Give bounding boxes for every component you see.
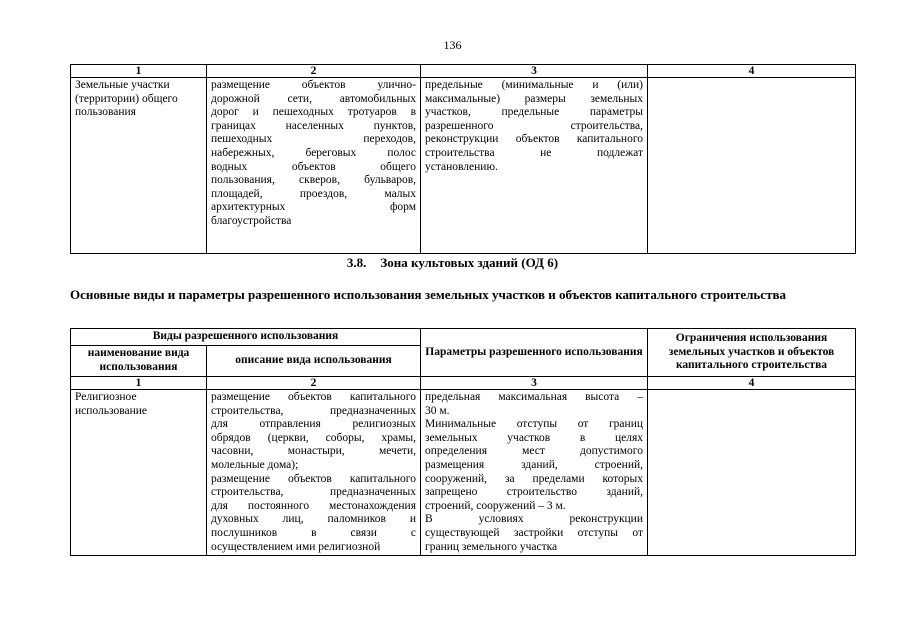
use-parameters-cell [421,390,648,556]
cell-text-line: размещение объектов капитального [211,391,416,403]
section-number: 3.8. [346,255,367,270]
cell-text-line: земельных участков в целях [425,431,643,444]
cell-text-line: для постоянного местонахождения [211,499,416,512]
bottom-table-number-row [71,377,856,390]
cell-text-line: строительства, предназначенных [211,404,416,417]
top-table [70,64,856,254]
cell-text-line: границ земельного участка [425,540,558,553]
col-number-4: 4 [648,65,856,78]
use-description-cell [207,78,421,254]
use-parameters-cell [421,78,648,254]
use-name-cell: Земельные участки (территории) общего пользования [71,78,207,254]
cell-text-line: размещения зданий, строений, [425,458,643,471]
cell-text-line: максимальные) размеры земельных [425,92,643,105]
table-row [71,390,856,556]
header-group-label: Виды разрешенного использования [71,329,421,346]
header-parameters: Параметры разрешенного использования [421,329,648,377]
subtitle: Основные виды и параметры разрешенного использования земельных участков и объектов капитального строительства [70,287,786,302]
cell-text-line: набережных, береговых полос [211,146,416,159]
col-number-2: 2 [207,65,421,78]
cell-text-line: строительства не подлежат [425,146,643,159]
table-row [71,78,856,254]
use-description-cell [207,390,421,556]
cell-text-line: площадей, проездов, малых [211,187,416,200]
top-table-number-row [71,65,856,78]
cell-text-line: разрешенного строительства, [425,119,643,132]
cell-text-line: границах населенных пунктов, [211,119,416,132]
bottom-table [70,328,856,556]
cell-text-line: водных объектов общего [211,160,416,173]
cell-text-line: пешеходных переходов, [211,133,416,146]
cell-text-line: предельная максимальная высота – [425,391,643,403]
cell-text-line: архитектурных форм [211,201,416,214]
col-number-3: 3 [421,65,648,78]
cell-text-line: для отправления религиозных [211,418,416,431]
header-row-1 [71,329,856,346]
cell-text-line: благоустройства [211,214,292,227]
use-restrictions-cell [648,78,856,254]
use-restrictions-cell [648,390,856,556]
cell-text-line: часовни, монастыри, мечети, [211,445,416,458]
cell-text-line: Минимальные отступы от границ [425,418,643,431]
cell-text-line: существующей застройки отступы от [425,526,643,539]
cell-text-line: размещение объектов капитального [211,472,416,485]
header-restrictions: Ограничения использования земельных участков и объектов капитального строительства [648,329,856,377]
cell-text-line: размещение объектов улично- [211,79,416,91]
col-number-4: 4 [648,377,856,390]
section-title [0,255,905,271]
cell-text-line: определения мест допустимого [425,445,643,458]
cell-text-line: участков, предельные параметры [425,106,643,119]
col-number-3: 3 [421,377,648,390]
section-title-text: Зона культовых зданий (ОД 6) [380,255,559,270]
cell-text-line: молельные дома); [211,458,299,471]
col-number-2: 2 [207,377,421,390]
cell-text-line: дорожной сети, автомобильных [211,92,416,105]
cell-text-line: пользования, скверов, бульваров, [211,174,416,187]
cell-text-line: духовных лиц, паломников и [211,513,416,526]
cell-text-line: послушников в связи с [211,526,416,539]
cell-text-line: 30 м. [425,404,450,417]
cell-text-line: запрещено строительство зданий, [425,486,643,499]
col-number-1: 1 [71,65,207,78]
use-name-cell: Религиозное использование [71,390,207,556]
cell-text-line: В условиях реконструкции [425,513,643,526]
cell-text-line: сооружений, за пределами которых [425,472,643,485]
page-number: 136 [443,38,462,52]
cell-text-line: строительства, предназначенных [211,486,416,499]
header-use-name: наименование вида использования [71,346,207,377]
cell-text-line: реконструкции объектов капитального [425,133,643,146]
cell-text-line: предельные (минимальные и (или) [425,79,643,91]
cell-text-line: строений, сооружений – 3 м. [425,499,566,512]
col-number-1: 1 [71,377,207,390]
header-use-description: описание вида использования [207,346,421,377]
cell-text-line: обрядов (церкви, соборы, храмы, [211,431,416,444]
cell-text-line: осуществлением ими религиозной [211,540,381,553]
cell-text-line: установлению. [425,160,498,173]
cell-text-line: дорог и пешеходных тротуаров в [211,106,416,119]
